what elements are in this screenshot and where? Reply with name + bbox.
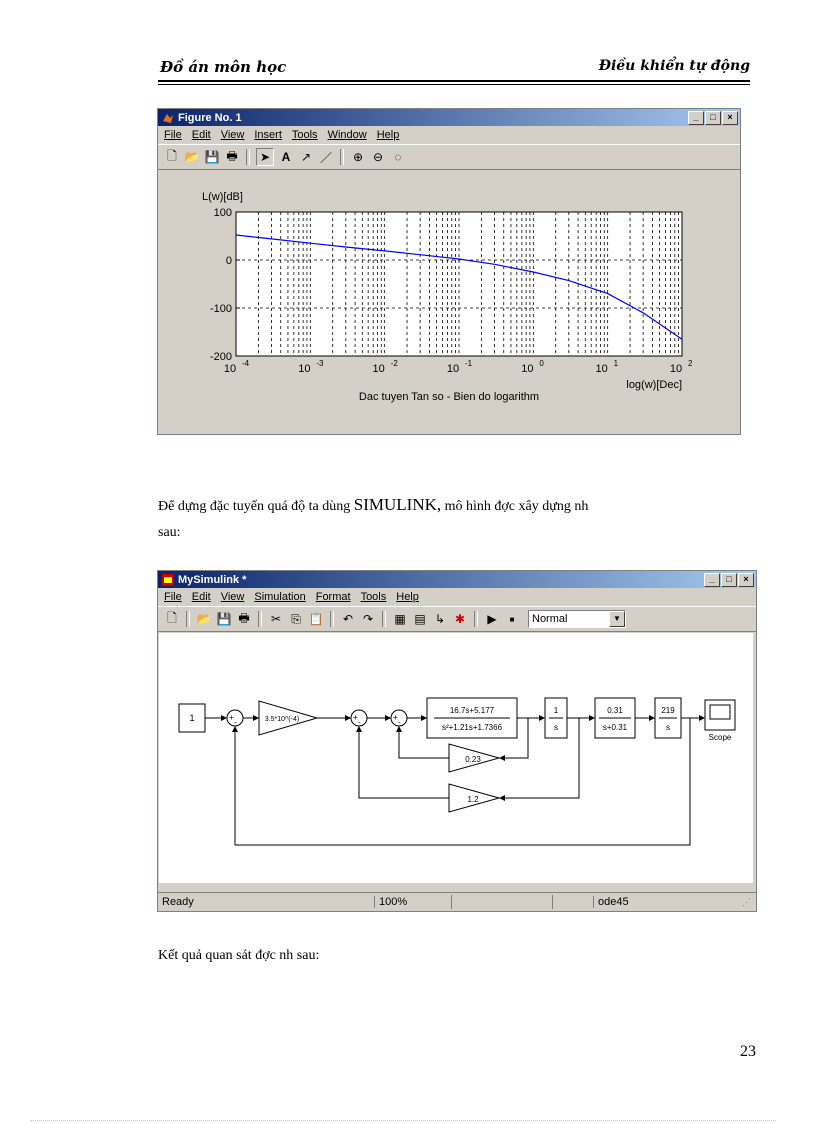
- tf2-denominator: s+0.31: [602, 723, 628, 732]
- arrow-head: [589, 715, 595, 721]
- figure-toolbar: [158, 144, 740, 170]
- arrow-icon[interactable]: ➤: [256, 148, 274, 166]
- x-tick-label: 10: [372, 363, 385, 375]
- arrow-head: [539, 715, 545, 721]
- x-tick-label: 10: [521, 363, 534, 375]
- toolbar-separator: [330, 611, 334, 627]
- new-icon[interactable]: 🗋: [167, 610, 177, 625]
- close-button[interactable]: ×: [738, 573, 754, 587]
- sum-minus-sign: -: [358, 718, 361, 727]
- resize-grip-icon[interactable]: ⋰: [742, 896, 751, 907]
- zoom-in-icon[interactable]: ⊕: [352, 150, 364, 164]
- sum-plus-sign: +: [353, 713, 358, 722]
- status-zoom: 100%: [374, 896, 451, 908]
- simulink-icon: [162, 574, 174, 586]
- x-tick-label: 10: [669, 363, 683, 375]
- arrow-head: [232, 726, 238, 732]
- chart-title: Dac tuyen Tan so - Bien do logarithm: [358, 391, 540, 403]
- debug-icon[interactable]: ✱: [454, 612, 466, 626]
- header-left: Đồ án môn học: [160, 58, 287, 76]
- model-browser-icon[interactable]: ▤: [414, 612, 426, 626]
- x-tick-exponent: -2: [390, 359, 398, 368]
- menu-file[interactable]: File: [164, 591, 182, 603]
- sum-plus-sign: +: [393, 713, 398, 722]
- x-tick-exponent: 1: [613, 359, 619, 368]
- scope-label: Scope: [708, 733, 732, 742]
- toolbar-separator: [186, 611, 190, 627]
- open-icon[interactable]: 📂: [184, 150, 200, 164]
- text-icon[interactable]: A: [281, 150, 291, 164]
- minimize-button[interactable]: _: [704, 573, 720, 587]
- paragraph-2: Kết quả quan sát đợc nh sau:: [158, 948, 320, 963]
- tf2-numerator: 0.31: [607, 706, 623, 715]
- constant-value: 1: [189, 713, 195, 723]
- redo-icon[interactable]: ↷: [362, 612, 374, 626]
- simulink-word: SIMULINK,: [353, 495, 442, 514]
- y-tick-label: -200: [209, 351, 232, 363]
- x-tick-label: 10: [595, 363, 608, 375]
- status-empty-2: [552, 895, 593, 909]
- maximize-button[interactable]: □: [721, 573, 737, 587]
- arrow-head: [385, 715, 391, 721]
- arrow-head: [356, 726, 362, 732]
- integrator-2-denominator: s: [666, 723, 670, 732]
- menu-tools[interactable]: Tools: [360, 591, 387, 603]
- figure-menubar: [158, 126, 740, 144]
- integrator-1-numerator: 1: [553, 706, 559, 715]
- toolbar-separator: [246, 149, 250, 165]
- signal-line: [359, 732, 449, 798]
- maximize-button[interactable]: □: [705, 111, 721, 125]
- simulink-titlebar: [158, 571, 756, 588]
- footer-dotted-line: [30, 1120, 776, 1121]
- bode-plot: [158, 170, 738, 432]
- x-tick-exponent: -3: [316, 359, 324, 368]
- figure-window: [157, 108, 741, 435]
- close-button[interactable]: ×: [722, 111, 738, 125]
- minimize-button[interactable]: _: [688, 111, 704, 125]
- save-icon[interactable]: 💾: [204, 150, 220, 164]
- matlab-icon: [162, 112, 174, 124]
- figure-titlebar: [158, 109, 740, 126]
- status-empty-1: [451, 895, 552, 909]
- menu-window[interactable]: Window: [327, 129, 367, 141]
- feedback-gain-1-value: 0.23: [465, 755, 481, 764]
- header-right: Điều khiển tự động: [598, 58, 750, 74]
- simulink-window: [157, 570, 757, 912]
- header-rule-thin: [158, 84, 750, 85]
- arrow-line-icon[interactable]: ↗: [300, 150, 312, 164]
- stop-icon[interactable]: ■: [509, 614, 515, 624]
- status-solver: ode45: [593, 896, 742, 908]
- menu-help[interactable]: Help: [396, 591, 419, 603]
- x-tick-label: 10: [298, 363, 311, 375]
- rotate-icon[interactable]: ◌: [394, 150, 402, 164]
- menu-format[interactable]: Format: [315, 591, 351, 603]
- line-icon[interactable]: ／: [319, 150, 332, 165]
- x-tick-exponent: 0: [539, 359, 544, 368]
- arrow-head: [221, 715, 227, 721]
- x-tick-exponent: -4: [242, 359, 250, 368]
- sum-minus-sign: -: [234, 718, 237, 727]
- gain-value: 3.5*10^(-4): [264, 716, 300, 723]
- cut-icon[interactable]: ✂: [270, 612, 282, 626]
- menu-simulation[interactable]: Simulation: [254, 591, 306, 603]
- header-rule: [158, 80, 750, 82]
- signal-icon[interactable]: ↳: [434, 612, 446, 626]
- arrow-head: [421, 715, 427, 721]
- transfer-function-denominator: s²+1.21s+1.7366: [441, 723, 503, 732]
- paragraph-1-text-a: Để dựng đặc tuyến quá độ ta dùng: [158, 499, 354, 514]
- simulation-mode-select[interactable]: [528, 610, 626, 628]
- transfer-function-numerator: 16.7s+5.177: [449, 706, 495, 715]
- undo-icon[interactable]: ↶: [342, 612, 354, 626]
- status-ready: Ready: [162, 896, 194, 908]
- menu-file[interactable]: File: [164, 129, 182, 141]
- simulink-toolbar: [158, 606, 756, 632]
- menu-insert[interactable]: Insert: [254, 129, 282, 141]
- y-tick-label: 0: [225, 255, 232, 267]
- figure-title: Figure No. 1: [178, 111, 242, 124]
- sum-minus-sign: -: [398, 718, 401, 727]
- library-icon[interactable]: ▦: [394, 612, 406, 626]
- page-number: 23: [740, 1043, 756, 1060]
- paragraph-1-text-b: mô hình đợc xây dựng nh: [441, 499, 589, 514]
- copy-icon[interactable]: ⎘: [291, 611, 301, 626]
- arrow-head: [699, 715, 705, 721]
- simulink-title: MySimulink *: [178, 573, 247, 586]
- print-icon[interactable]: 🖶: [238, 610, 250, 625]
- integrator-2-numerator: 219: [661, 706, 675, 715]
- arrow-head: [253, 715, 259, 721]
- integrator-1-denominator: s: [554, 723, 558, 732]
- toolbar-separator: [474, 611, 478, 627]
- menu-edit[interactable]: Edit: [191, 129, 211, 141]
- y-axis-label: L(w)[dB]: [202, 191, 243, 203]
- menu-view[interactable]: View: [220, 591, 245, 603]
- simulation-mode-value: Normal: [532, 613, 568, 625]
- toolbar-separator: [382, 611, 386, 627]
- sum-plus-sign: +: [229, 713, 234, 722]
- arrow-head: [396, 726, 402, 732]
- x-tick-exponent: -1: [465, 359, 473, 368]
- open-icon[interactable]: 📂: [196, 612, 212, 626]
- paragraph-1: [158, 495, 758, 515]
- y-tick-label: -100: [209, 303, 232, 315]
- zoom-out-icon[interactable]: ⊖: [372, 150, 384, 164]
- start-icon[interactable]: ▶: [487, 612, 497, 626]
- toolbar-separator: [340, 149, 344, 165]
- new-icon[interactable]: 🗋: [167, 148, 177, 163]
- menu-help[interactable]: Help: [376, 129, 400, 141]
- x-tick-exponent: 2: [688, 359, 693, 368]
- menu-edit[interactable]: Edit: [191, 591, 211, 603]
- arrow-head: [649, 715, 655, 721]
- menu-view[interactable]: View: [220, 129, 245, 141]
- chevron-down-icon[interactable]: ▼: [609, 611, 625, 627]
- paste-icon[interactable]: 📋: [308, 612, 324, 626]
- scope-screen-icon: [710, 705, 730, 719]
- save-icon[interactable]: 💾: [216, 612, 232, 626]
- paragraph-1-line2: sau:: [158, 525, 181, 540]
- toolbar-separator: [258, 611, 262, 627]
- simulink-canvas: [159, 633, 753, 883]
- menu-tools[interactable]: Tools: [291, 129, 318, 141]
- y-tick-label: 100: [213, 207, 232, 219]
- status-bar: [158, 892, 756, 911]
- print-icon[interactable]: 🖶: [226, 148, 238, 163]
- arrow-head: [345, 715, 351, 721]
- feedback-gain-2-value: 1.2: [467, 795, 479, 804]
- x-tick-label: 10: [223, 363, 237, 375]
- simulink-menubar: [158, 588, 756, 606]
- x-tick-label: 10: [446, 363, 460, 375]
- x-axis-label: log(w)[Dec]: [626, 379, 682, 391]
